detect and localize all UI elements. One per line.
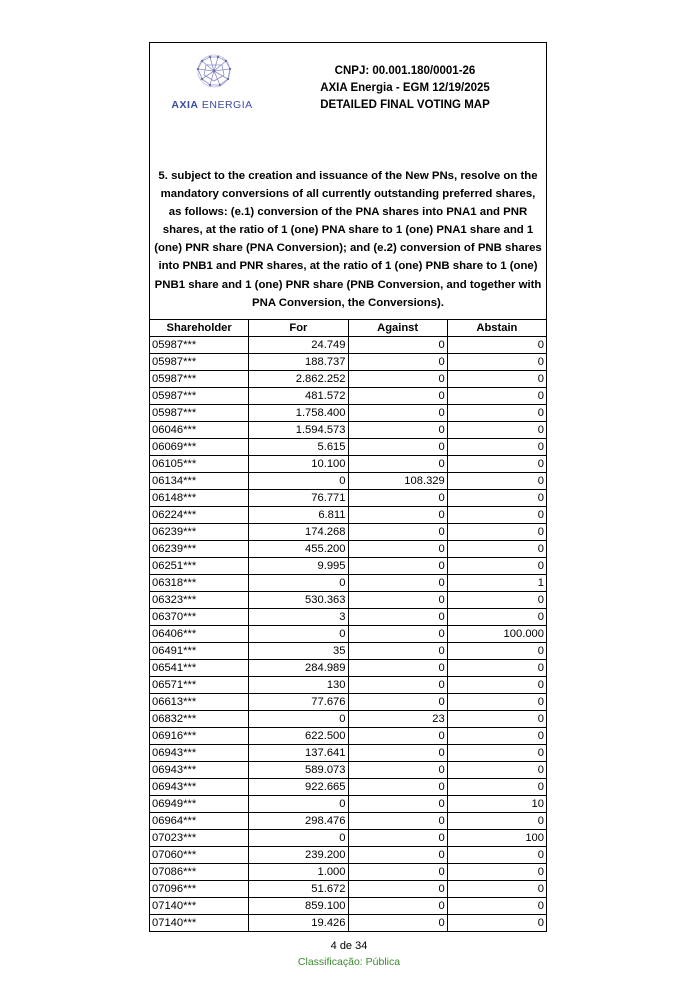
abstain-cell: 0 [447,354,546,371]
for-cell: 24.749 [249,337,348,354]
shareholder-cell: 06943*** [150,745,249,762]
logo-wordmark [162,99,262,111]
against-cell: 0 [348,490,447,507]
shareholder-cell: 06046*** [150,422,249,439]
against-cell: 0 [348,439,447,456]
table-row [150,847,547,864]
table-row [150,779,547,796]
against-cell: 23 [348,711,447,728]
table-row [150,490,547,507]
for-cell: 19.426 [249,915,348,932]
globe-logo-icon [162,51,262,99]
abstain-cell: 0 [447,881,546,898]
page-number: 4 de 34 [330,940,368,952]
against-cell: 0 [348,660,447,677]
abstain-cell: 0 [447,558,546,575]
shareholder-cell: 06613*** [150,694,249,711]
shareholder-cell: 06541*** [150,660,249,677]
shareholder-cell: 07086*** [150,864,249,881]
cnpj-line: CNPJ: 00.001.180/0001-26 [334,65,476,77]
abstain-cell: 0 [447,660,546,677]
abstain-cell: 0 [447,405,546,422]
for-cell: 284.989 [249,660,348,677]
table-row [150,371,547,388]
for-cell: 137.641 [249,745,348,762]
table-row [150,439,547,456]
abstain-cell: 0 [447,473,546,490]
abstain-cell: 0 [447,779,546,796]
table-row [150,354,547,371]
against-cell: 0 [348,898,447,915]
abstain-cell: 0 [447,643,546,660]
table-row [150,456,547,473]
logo-text-bold: AXIA [171,99,199,111]
abstain-cell: 0 [447,728,546,745]
document-title: DETAILED FINAL VOTING MAP [320,99,490,111]
shareholder-cell: 06318*** [150,575,249,592]
abstain-cell: 0 [447,813,546,830]
abstain-cell: 0 [447,898,546,915]
for-cell: 589.073 [249,762,348,779]
abstain-cell: 0 [447,847,546,864]
shareholder-cell: 06134*** [150,473,249,490]
table-row [150,898,547,915]
for-cell: 922.665 [249,779,348,796]
table-row [150,473,547,490]
table-row [150,813,547,830]
for-cell: 10.100 [249,456,348,473]
shareholder-cell: 05987*** [150,337,249,354]
abstain-cell: 100 [447,830,546,847]
against-cell: 0 [348,337,447,354]
abstain-cell: 0 [447,524,546,541]
table-body [150,337,547,932]
header-box [149,42,547,319]
title-block [280,63,530,114]
table-row [150,609,547,626]
abstain-cell: 0 [447,609,546,626]
for-cell: 9.995 [249,558,348,575]
against-cell: 0 [348,847,447,864]
against-cell: 0 [348,354,447,371]
meeting-line: AXIA Energia - EGM 12/19/2025 [320,82,490,94]
table-row [150,881,547,898]
abstain-cell: 1 [447,575,546,592]
for-cell: 0 [249,473,348,490]
table-row [150,694,547,711]
against-cell: 0 [348,864,447,881]
shareholder-cell: 06943*** [150,762,249,779]
shareholder-cell: 06832*** [150,711,249,728]
against-cell: 0 [348,524,447,541]
abstain-cell: 0 [447,711,546,728]
abstain-cell: 0 [447,694,546,711]
against-cell: 0 [348,677,447,694]
against-cell: 0 [348,388,447,405]
for-cell: 51.672 [249,881,348,898]
voting-table [149,319,547,932]
table-header-row [150,320,547,337]
against-cell: 0 [348,643,447,660]
for-cell: 0 [249,711,348,728]
for-cell: 130 [249,677,348,694]
shareholder-cell: 05987*** [150,354,249,371]
for-cell: 1.594.573 [249,422,348,439]
for-cell: 188.737 [249,354,348,371]
column-header-for: For [249,320,348,337]
abstain-cell: 0 [447,762,546,779]
abstain-cell: 10 [447,796,546,813]
for-cell: 6.811 [249,507,348,524]
shareholder-cell: 07140*** [150,915,249,932]
shareholder-cell: 06148*** [150,490,249,507]
classification-label: Classificação: Pública [297,956,401,968]
column-header-abstain: Abstain [447,320,546,337]
against-cell: 0 [348,558,447,575]
abstain-cell: 0 [447,337,546,354]
table-row [150,830,547,847]
shareholder-cell: 06916*** [150,728,249,745]
shareholder-cell: 07140*** [150,898,249,915]
company-logo [162,51,262,113]
abstain-cell: 0 [447,745,546,762]
abstain-cell: 0 [447,541,546,558]
shareholder-cell: 06943*** [150,779,249,796]
against-cell: 0 [348,456,447,473]
against-cell: 0 [348,405,447,422]
table-row [150,915,547,932]
against-cell: 0 [348,813,447,830]
shareholder-cell: 07060*** [150,847,249,864]
shareholder-cell: 06370*** [150,609,249,626]
abstain-cell: 0 [447,677,546,694]
resolution-text: 5. subject to the creation and issuance of the New PNs, resolve on the mandatory conversions of all currently outstanding preferred shares, as follows: (e.1) conversion of the PNA shares into PNA1 and PNR shares, at the ratio of 1 (one) PNA share to 1 (one) PNA1 share and 1 (one) PNR share (PNA Conversion); and (e.2) conversion of PNB shares into PNB1 and PNR shares, at the ratio of 1 (one) PNB share to 1 (one) PNB1 share and 1 (one) PNR share (PNB Conversion, and together with PNA Conversion, the Conversions). [154,170,542,309]
table-row [150,762,547,779]
shareholder-cell: 06239*** [150,524,249,541]
table-row [150,337,547,354]
against-cell: 0 [348,915,447,932]
against-cell: 0 [348,830,447,847]
for-cell: 76.771 [249,490,348,507]
table-row [150,796,547,813]
table-row [150,507,547,524]
shareholder-cell: 06224*** [150,507,249,524]
for-cell: 859.100 [249,898,348,915]
shareholder-cell: 06069*** [150,439,249,456]
table-row [150,592,547,609]
abstain-cell: 0 [447,371,546,388]
abstain-cell: 0 [447,864,546,881]
table-row [150,626,547,643]
abstain-cell: 0 [447,439,546,456]
table-row [150,388,547,405]
document-page [149,42,547,932]
table-row [150,677,547,694]
table-row [150,524,547,541]
against-cell: 0 [348,592,447,609]
for-cell: 530.363 [249,592,348,609]
abstain-cell: 0 [447,507,546,524]
for-cell: 1.758.400 [249,405,348,422]
table-row [150,660,547,677]
for-cell: 77.676 [249,694,348,711]
for-cell: 0 [249,626,348,643]
shareholder-cell: 06949*** [150,796,249,813]
for-cell: 174.268 [249,524,348,541]
shareholder-cell: 05987*** [150,371,249,388]
table-row [150,541,547,558]
against-cell: 0 [348,371,447,388]
abstain-cell: 0 [447,456,546,473]
for-cell: 35 [249,643,348,660]
for-cell: 0 [249,796,348,813]
for-cell: 5.615 [249,439,348,456]
abstain-cell: 0 [447,490,546,507]
for-cell: 622.500 [249,728,348,745]
against-cell: 0 [348,881,447,898]
table-row [150,728,547,745]
table-row [150,745,547,762]
table-row [150,643,547,660]
abstain-cell: 0 [447,388,546,405]
abstain-cell: 0 [447,592,546,609]
against-cell: 108.329 [348,473,447,490]
shareholder-cell: 05987*** [150,388,249,405]
for-cell: 2.862.252 [249,371,348,388]
for-cell: 0 [249,830,348,847]
shareholder-cell: 06105*** [150,456,249,473]
against-cell: 0 [348,694,447,711]
table-row [150,558,547,575]
against-cell: 0 [348,507,447,524]
against-cell: 0 [348,609,447,626]
column-header-against: Against [348,320,447,337]
shareholder-cell: 06571*** [150,677,249,694]
for-cell: 298.476 [249,813,348,830]
shareholder-cell: 05987*** [150,405,249,422]
for-cell: 1.000 [249,864,348,881]
against-cell: 0 [348,422,447,439]
shareholder-cell: 06406*** [150,626,249,643]
shareholder-cell: 07023*** [150,830,249,847]
table-row [150,405,547,422]
table-row [150,422,547,439]
table-row [150,711,547,728]
table-row [150,864,547,881]
against-cell: 0 [348,779,447,796]
column-header-shareholder: Shareholder [150,320,249,337]
for-cell: 481.572 [249,388,348,405]
against-cell: 0 [348,626,447,643]
table-row [150,575,547,592]
for-cell: 0 [249,575,348,592]
against-cell: 0 [348,762,447,779]
against-cell: 0 [348,745,447,762]
shareholder-cell: 07096*** [150,881,249,898]
shareholder-cell: 06239*** [150,541,249,558]
against-cell: 0 [348,541,447,558]
shareholder-cell: 06964*** [150,813,249,830]
shareholder-cell: 06251*** [150,558,249,575]
for-cell: 239.200 [249,847,348,864]
against-cell: 0 [348,728,447,745]
abstain-cell: 100.000 [447,626,546,643]
shareholder-cell: 06491*** [150,643,249,660]
against-cell: 0 [348,796,447,813]
abstain-cell: 0 [447,422,546,439]
logo-text-rest: ENERGIA [198,99,253,111]
against-cell: 0 [348,575,447,592]
for-cell: 3 [249,609,348,626]
for-cell: 455.200 [249,541,348,558]
shareholder-cell: 06323*** [150,592,249,609]
abstain-cell: 0 [447,915,546,932]
